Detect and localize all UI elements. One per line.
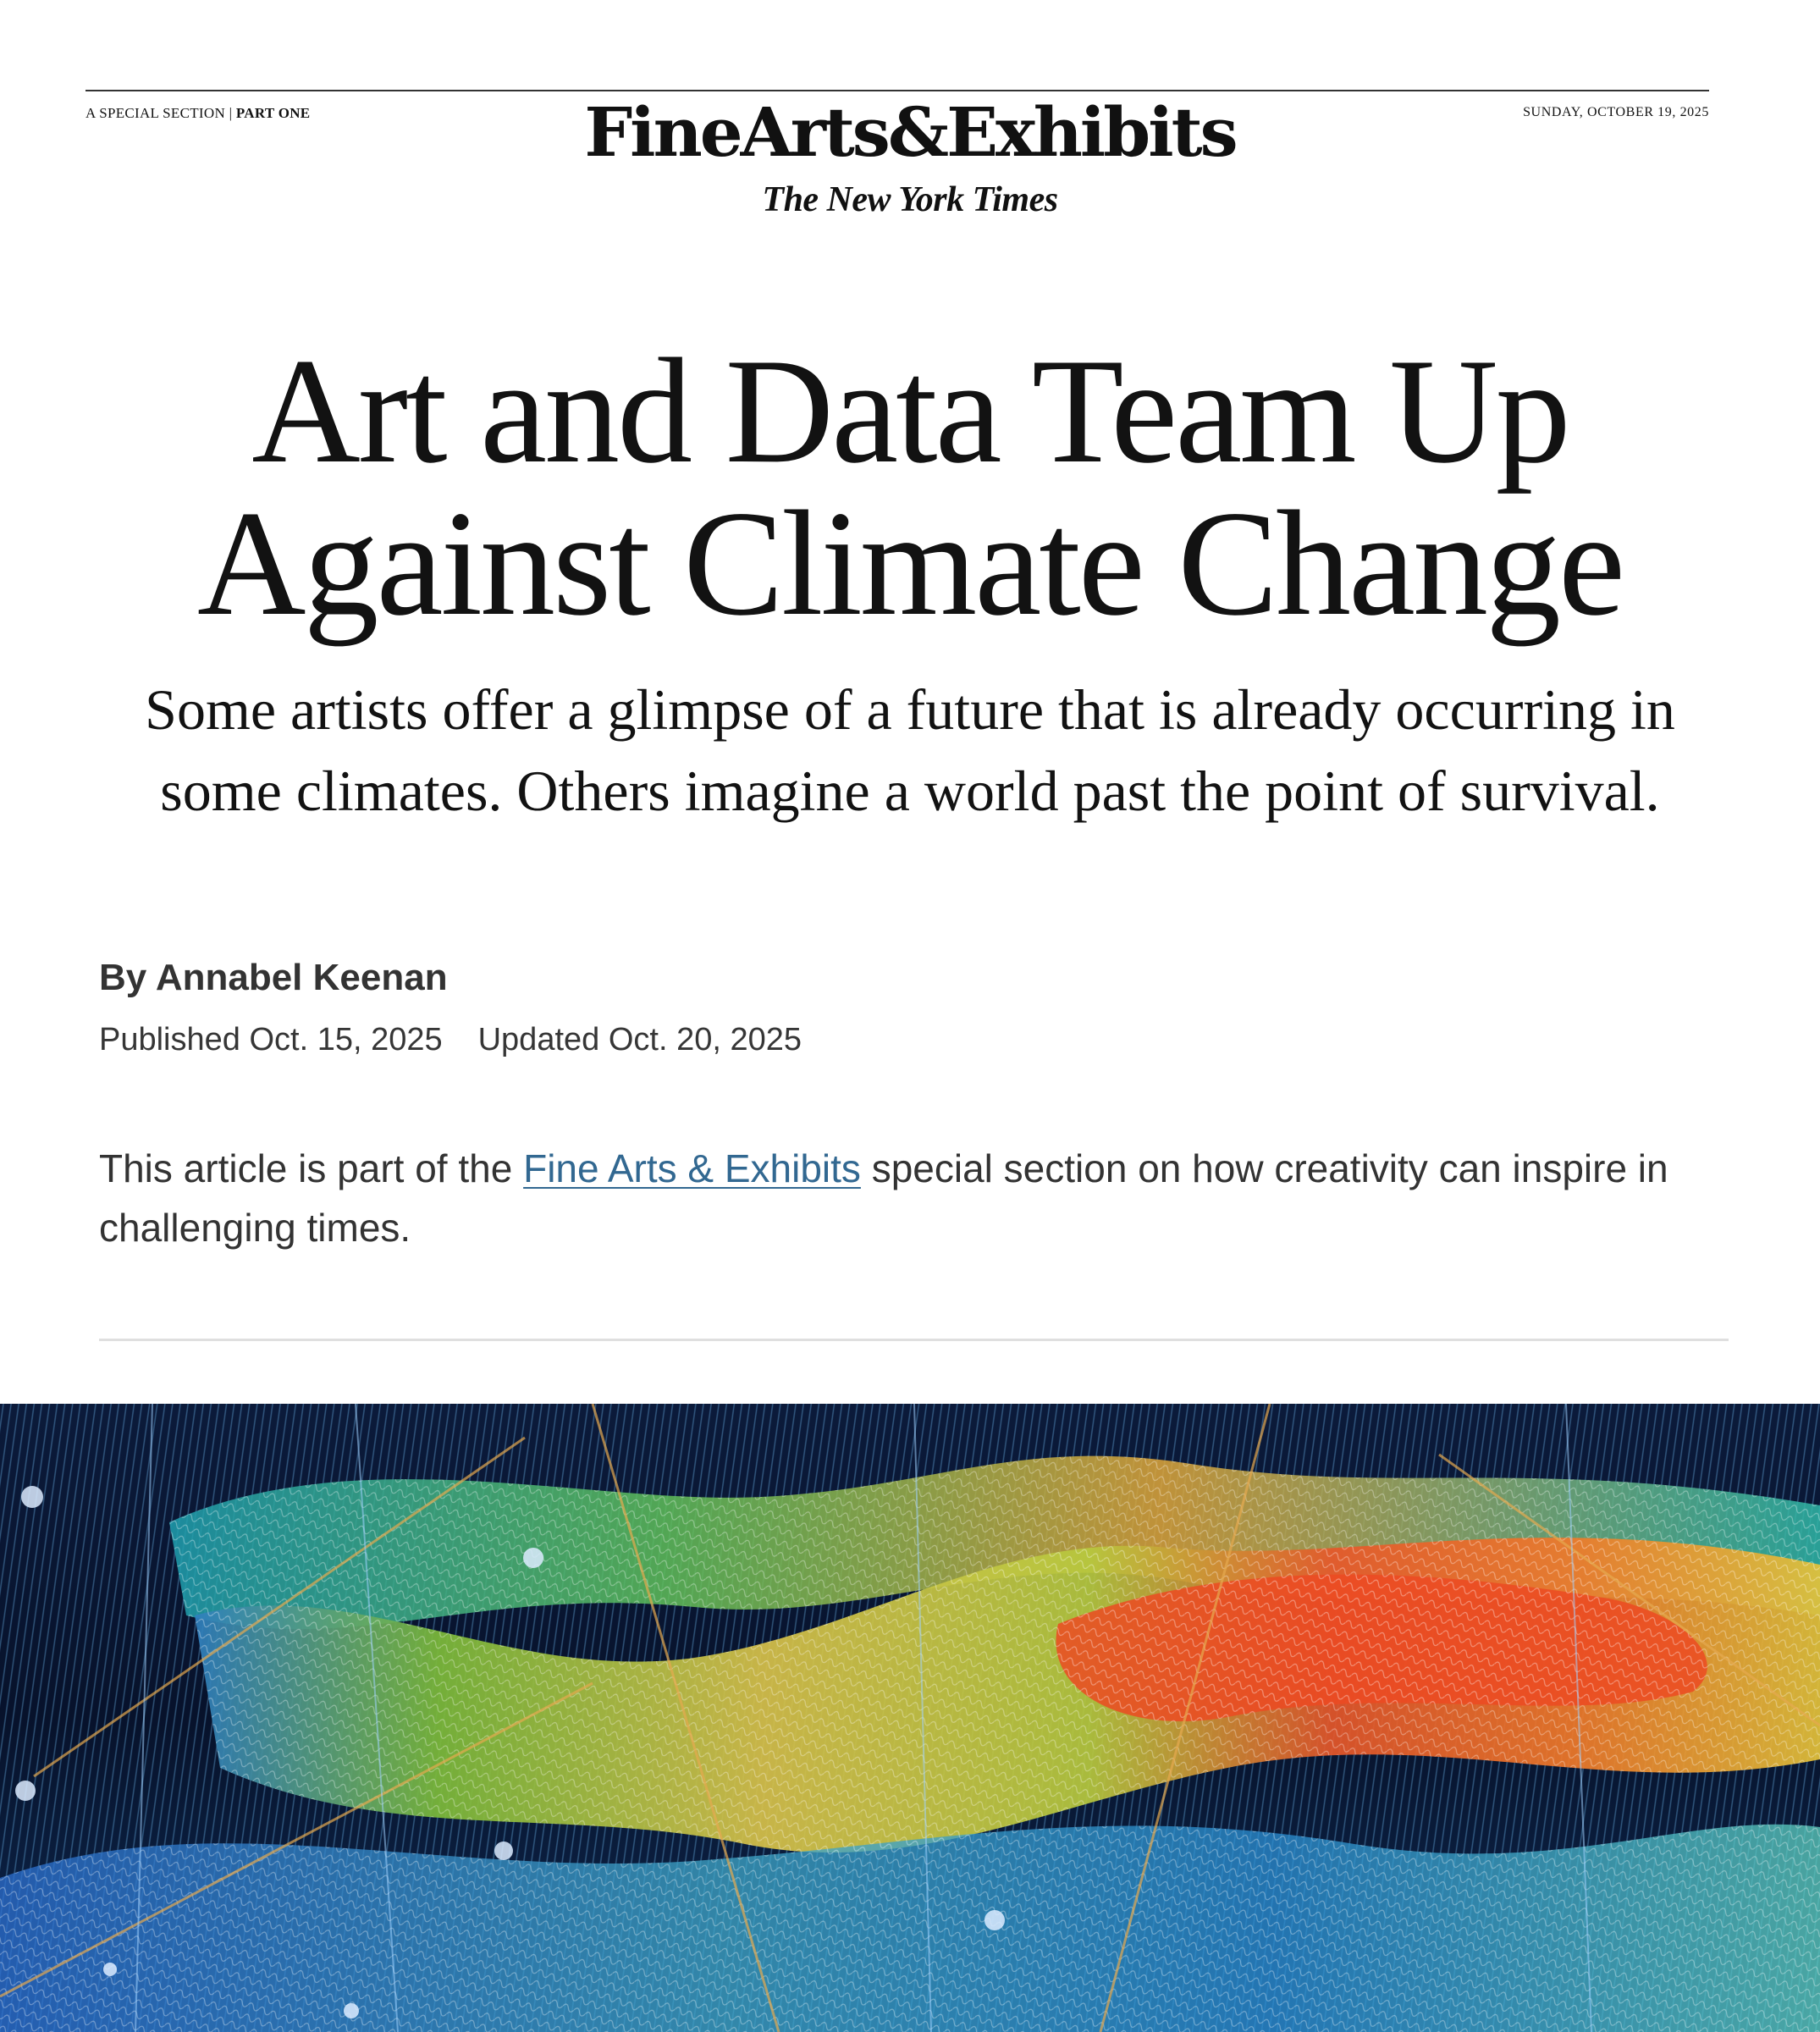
timestamps (99, 1022, 802, 1058)
section-note-before: This article is part of the (99, 1146, 524, 1190)
section-link[interactable]: Fine Arts & Exhibits (523, 1146, 861, 1190)
byline[interactable]: By Annabel Keenan (99, 957, 448, 998)
summary (0, 669, 1820, 831)
section-label-text: A SPECIAL SECTION | (85, 105, 236, 121)
part-label: PART ONE (235, 105, 311, 121)
artwork-photo (0, 1404, 1820, 2032)
summary-line-2: some climates. Others imagine a world past the point of survival. (160, 759, 1660, 823)
section-note (99, 1139, 1758, 1257)
section-title-logo[interactable]: FineArts&Exhibits (584, 92, 1236, 172)
headline-line-1: Art and Data Team Up (251, 327, 1569, 494)
summary-line-1: Some artists offer a glimpse of a future that is already occurring in (145, 677, 1675, 742)
net-sculpture-image (0, 1404, 1820, 2032)
headline (0, 327, 1820, 647)
divider (99, 1339, 1729, 1341)
nyt-logo[interactable]: The New York Times (762, 180, 1058, 219)
published-date: Published Oct. 15, 2025 (99, 1022, 443, 1057)
headline-line-2: Against Climate Change (196, 479, 1623, 647)
section-note-after: special section on how creativity can inspire in challenging times. (99, 1146, 1668, 1250)
updated-date: Updated Oct. 20, 2025 (477, 1022, 802, 1057)
issue-date: SUNDAY, OCTOBER 19, 2025 (1523, 105, 1709, 119)
